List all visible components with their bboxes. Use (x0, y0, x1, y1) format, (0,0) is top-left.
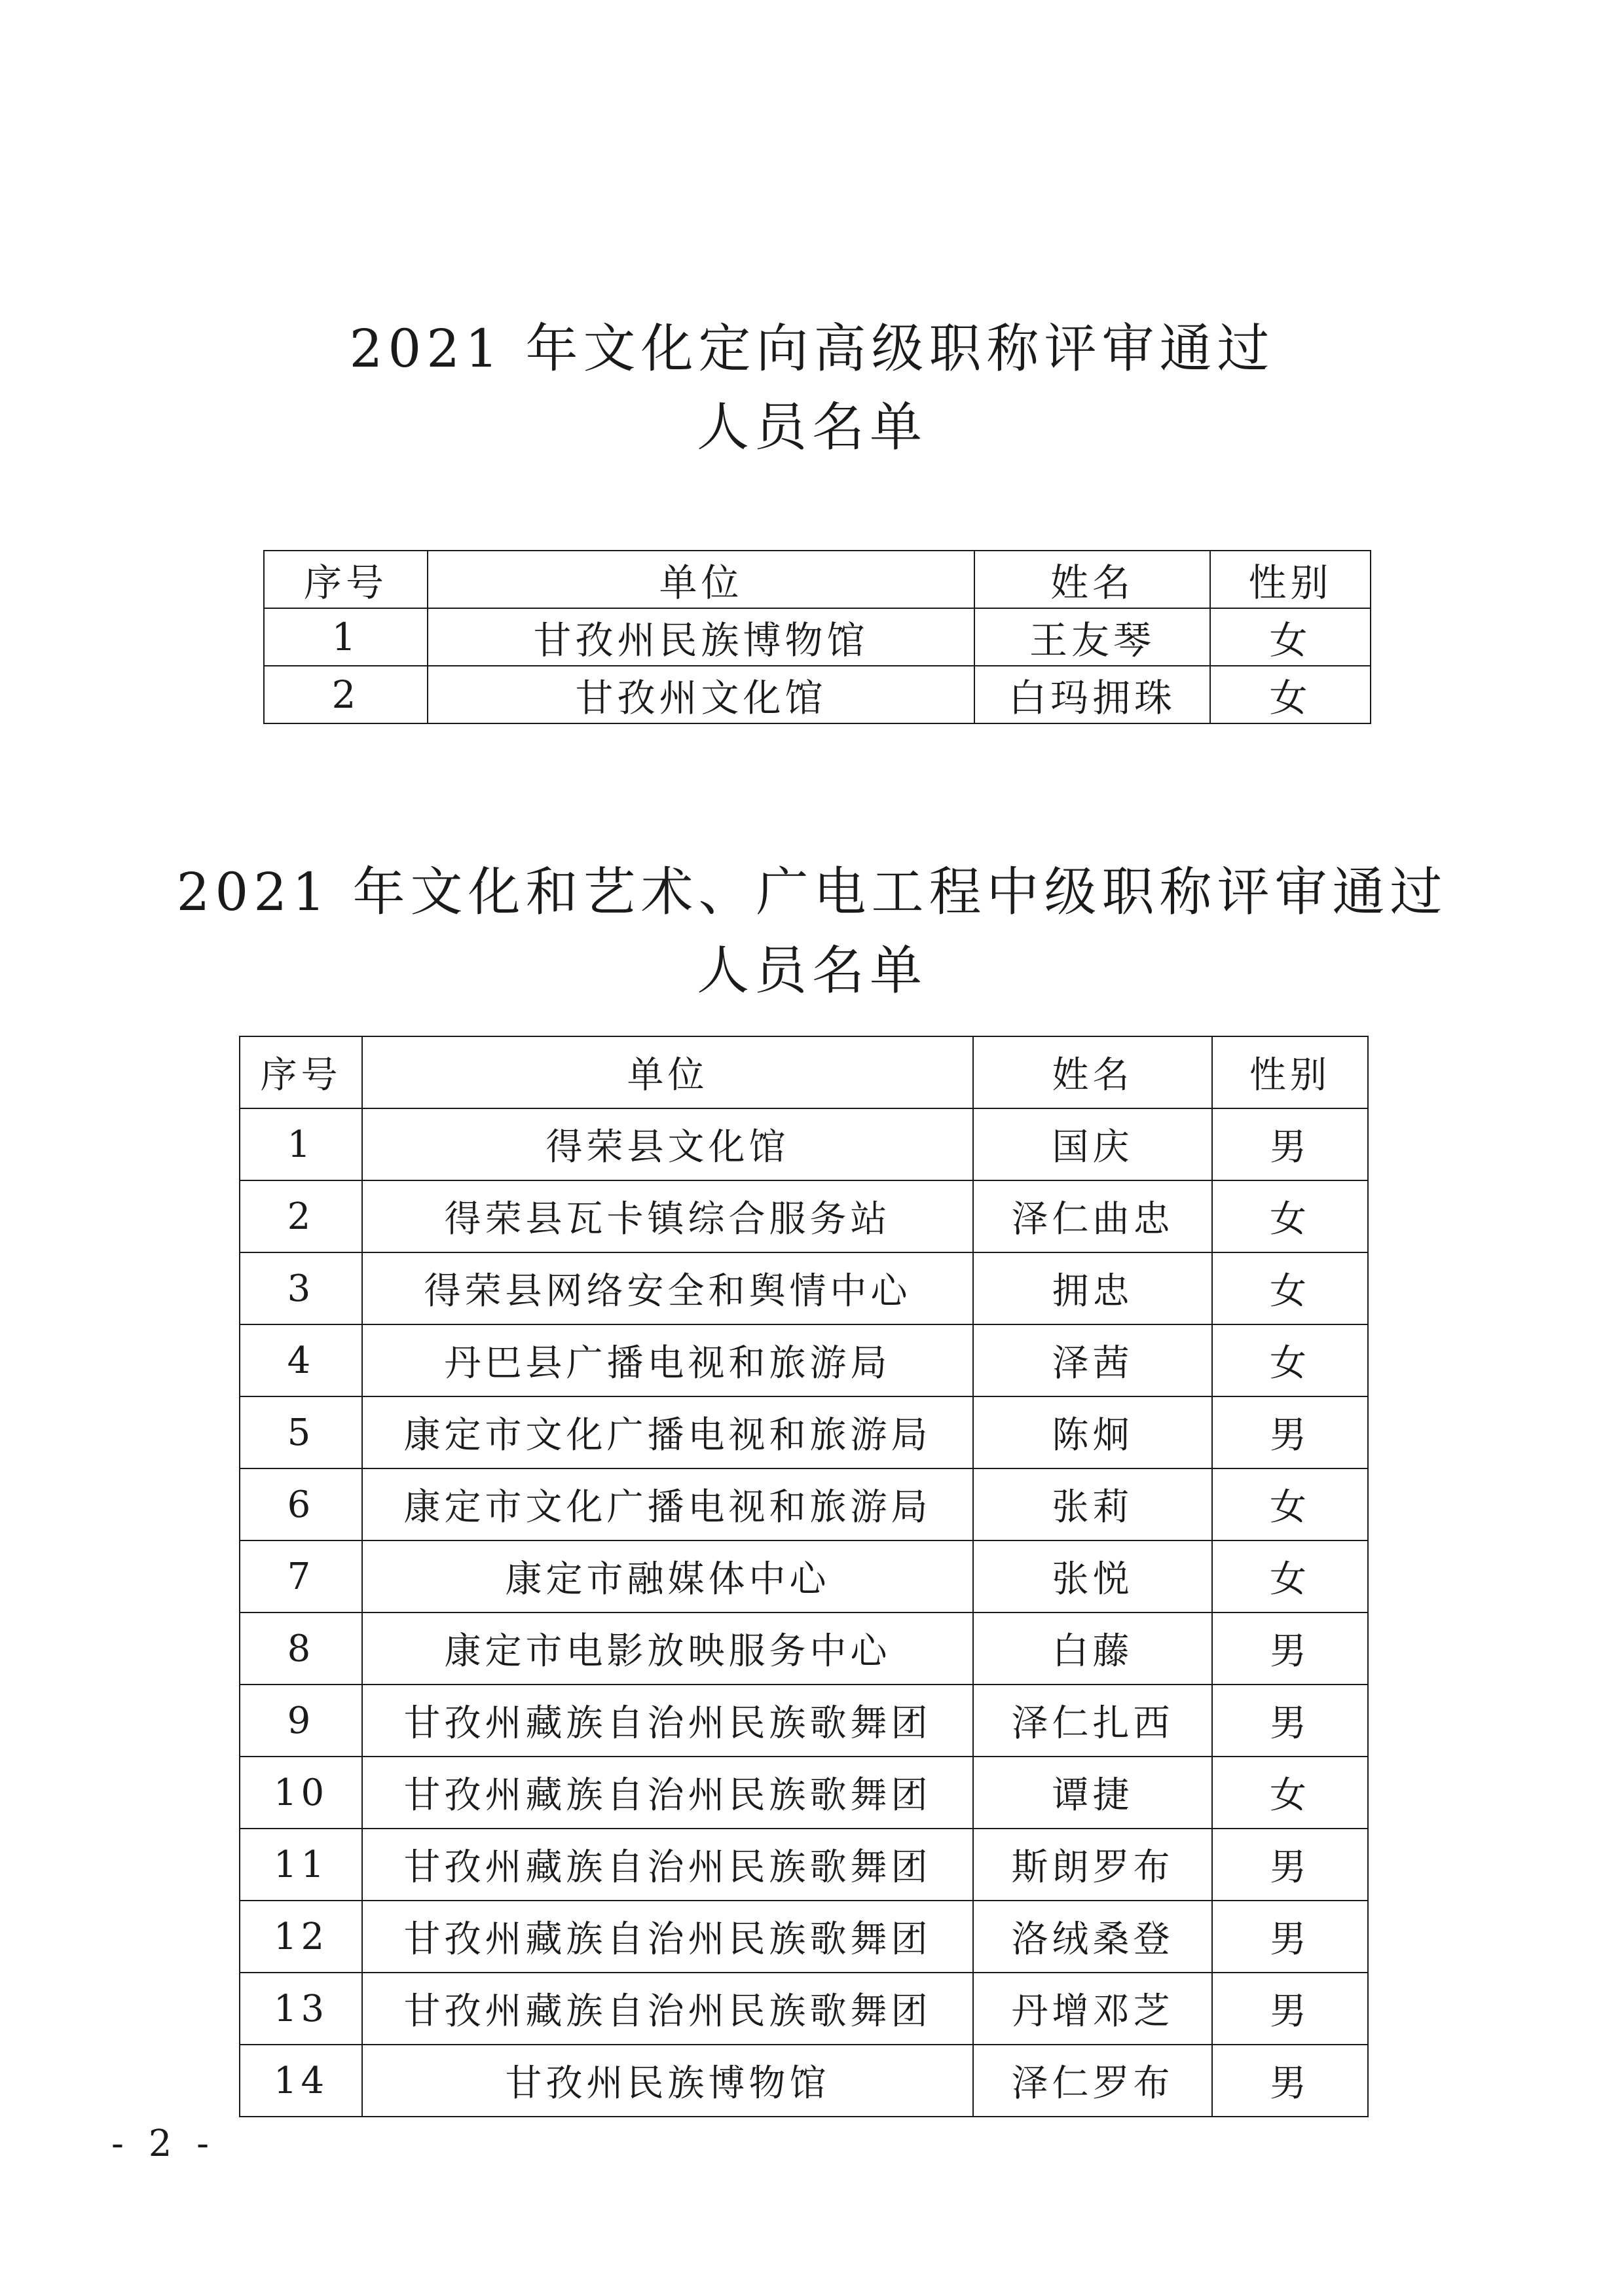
cell-unit: 甘孜州藏族自治州民族歌舞团 (362, 1685, 973, 1757)
cell-index: 8 (240, 1613, 362, 1685)
cell-name: 洛绒桑登 (973, 1901, 1212, 1973)
cell-name: 斯朗罗布 (973, 1829, 1212, 1901)
section1-title-line2: 人员名单 (697, 397, 927, 458)
cell-unit: 甘孜州藏族自治州民族歌舞团 (362, 1829, 973, 1901)
cell-unit: 得荣县网络安全和舆情中心 (362, 1252, 973, 1324)
cell-index: 1 (240, 1108, 362, 1180)
header-gender: 性别 (1212, 1036, 1368, 1108)
cell-name: 拥忠 (973, 1252, 1212, 1324)
cell-unit: 康定市融媒体中心 (362, 1540, 973, 1613)
cell-gender: 女 (1212, 1757, 1368, 1829)
cell-gender: 女 (1212, 1180, 1368, 1252)
table-header-row (240, 1036, 1368, 1108)
cell-gender: 女 (1212, 1324, 1368, 1396)
cell-index: 4 (240, 1324, 362, 1396)
table-row (240, 1540, 1368, 1613)
cell-index: 13 (240, 1973, 362, 2045)
header-unit: 单位 (362, 1036, 973, 1108)
cell-index: 14 (240, 2045, 362, 2117)
cell-unit: 丹巴县广播电视和旅游局 (362, 1324, 973, 1396)
cell-index: 5 (240, 1396, 362, 1468)
cell-index: 10 (240, 1757, 362, 1829)
header-unit: 单位 (428, 551, 974, 608)
table-row (240, 1108, 1368, 1180)
table-row (264, 608, 1371, 666)
cell-gender: 男 (1212, 1396, 1368, 1468)
cell-gender: 男 (1212, 1108, 1368, 1180)
senior-title-roster-table (263, 550, 1371, 724)
cell-unit: 得荣县瓦卡镇综合服务站 (362, 1180, 973, 1252)
cell-unit: 甘孜州民族博物馆 (428, 608, 974, 666)
cell-name: 张悦 (973, 1540, 1212, 1613)
cell-name: 张莉 (973, 1468, 1212, 1540)
cell-unit: 甘孜州文化馆 (428, 666, 974, 723)
table-row (240, 1468, 1368, 1540)
table-row (240, 1324, 1368, 1396)
section2-title-line1: 2021 年文化和艺术、广电工程中级职称评审通过 (176, 862, 1448, 922)
table-row (264, 666, 1371, 723)
cell-unit: 甘孜州藏族自治州民族歌舞团 (362, 1757, 973, 1829)
cell-index: 7 (240, 1540, 362, 1613)
cell-unit: 甘孜州民族博物馆 (362, 2045, 973, 2117)
table-row (240, 1180, 1368, 1252)
cell-unit: 得荣县文化馆 (362, 1108, 973, 1180)
section2-title-line2: 人员名单 (697, 940, 927, 1001)
cell-gender: 女 (1212, 1540, 1368, 1613)
cell-index: 6 (240, 1468, 362, 1540)
cell-name: 王友琴 (974, 608, 1210, 666)
cell-unit: 甘孜州藏族自治州民族歌舞团 (362, 1973, 973, 2045)
header-index: 序号 (264, 551, 428, 608)
header-index: 序号 (240, 1036, 362, 1108)
cell-index: 1 (264, 608, 428, 666)
cell-unit: 甘孜州藏族自治州民族歌舞团 (362, 1901, 973, 1973)
cell-unit: 康定市文化广播电视和旅游局 (362, 1468, 973, 1540)
cell-gender: 男 (1212, 2045, 1368, 2117)
cell-name: 陈炯 (973, 1396, 1212, 1468)
cell-name: 泽仁扎西 (973, 1685, 1212, 1757)
cell-index: 9 (240, 1685, 362, 1757)
cell-index: 2 (240, 1180, 362, 1252)
table-row (240, 1757, 1368, 1829)
cell-name: 白藤 (973, 1613, 1212, 1685)
cell-unit: 康定市文化广播电视和旅游局 (362, 1396, 973, 1468)
cell-name: 白玛拥珠 (974, 666, 1210, 723)
cell-gender: 女 (1212, 1252, 1368, 1324)
cell-index: 3 (240, 1252, 362, 1324)
cell-gender: 男 (1212, 1685, 1368, 1757)
cell-name: 谭捷 (973, 1757, 1212, 1829)
cell-index: 12 (240, 1901, 362, 1973)
table-row (240, 1396, 1368, 1468)
cell-gender: 女 (1210, 608, 1371, 666)
table-row (240, 1685, 1368, 1757)
table-row (240, 2045, 1368, 2117)
table-row (240, 1252, 1368, 1324)
cell-gender: 男 (1212, 1901, 1368, 1973)
table-row (240, 1829, 1368, 1901)
page-number: - 2 - (111, 2123, 216, 2165)
cell-gender: 男 (1212, 1613, 1368, 1685)
section1-title-line1: 2021 年文化定向高级职称评审通过 (349, 318, 1275, 379)
cell-index: 2 (264, 666, 428, 723)
table-row (240, 1973, 1368, 2045)
cell-gender: 男 (1212, 1973, 1368, 2045)
cell-name: 丹增邓芝 (973, 1973, 1212, 2045)
cell-unit: 康定市电影放映服务中心 (362, 1613, 973, 1685)
cell-index: 11 (240, 1829, 362, 1901)
table-row (240, 1901, 1368, 1973)
header-name: 姓名 (974, 551, 1210, 608)
cell-gender: 女 (1212, 1468, 1368, 1540)
table-body (264, 608, 1371, 723)
cell-gender: 男 (1212, 1829, 1368, 1901)
cell-gender: 女 (1210, 666, 1371, 723)
cell-name: 国庆 (973, 1108, 1212, 1180)
table-row (240, 1613, 1368, 1685)
table-header-row (264, 551, 1371, 608)
header-name: 姓名 (973, 1036, 1212, 1108)
cell-name: 泽茜 (973, 1324, 1212, 1396)
header-gender: 性别 (1210, 551, 1371, 608)
cell-name: 泽仁罗布 (973, 2045, 1212, 2117)
table-body (240, 1108, 1368, 2117)
cell-name: 泽仁曲忠 (973, 1180, 1212, 1252)
intermediate-title-roster-table (239, 1036, 1369, 2117)
